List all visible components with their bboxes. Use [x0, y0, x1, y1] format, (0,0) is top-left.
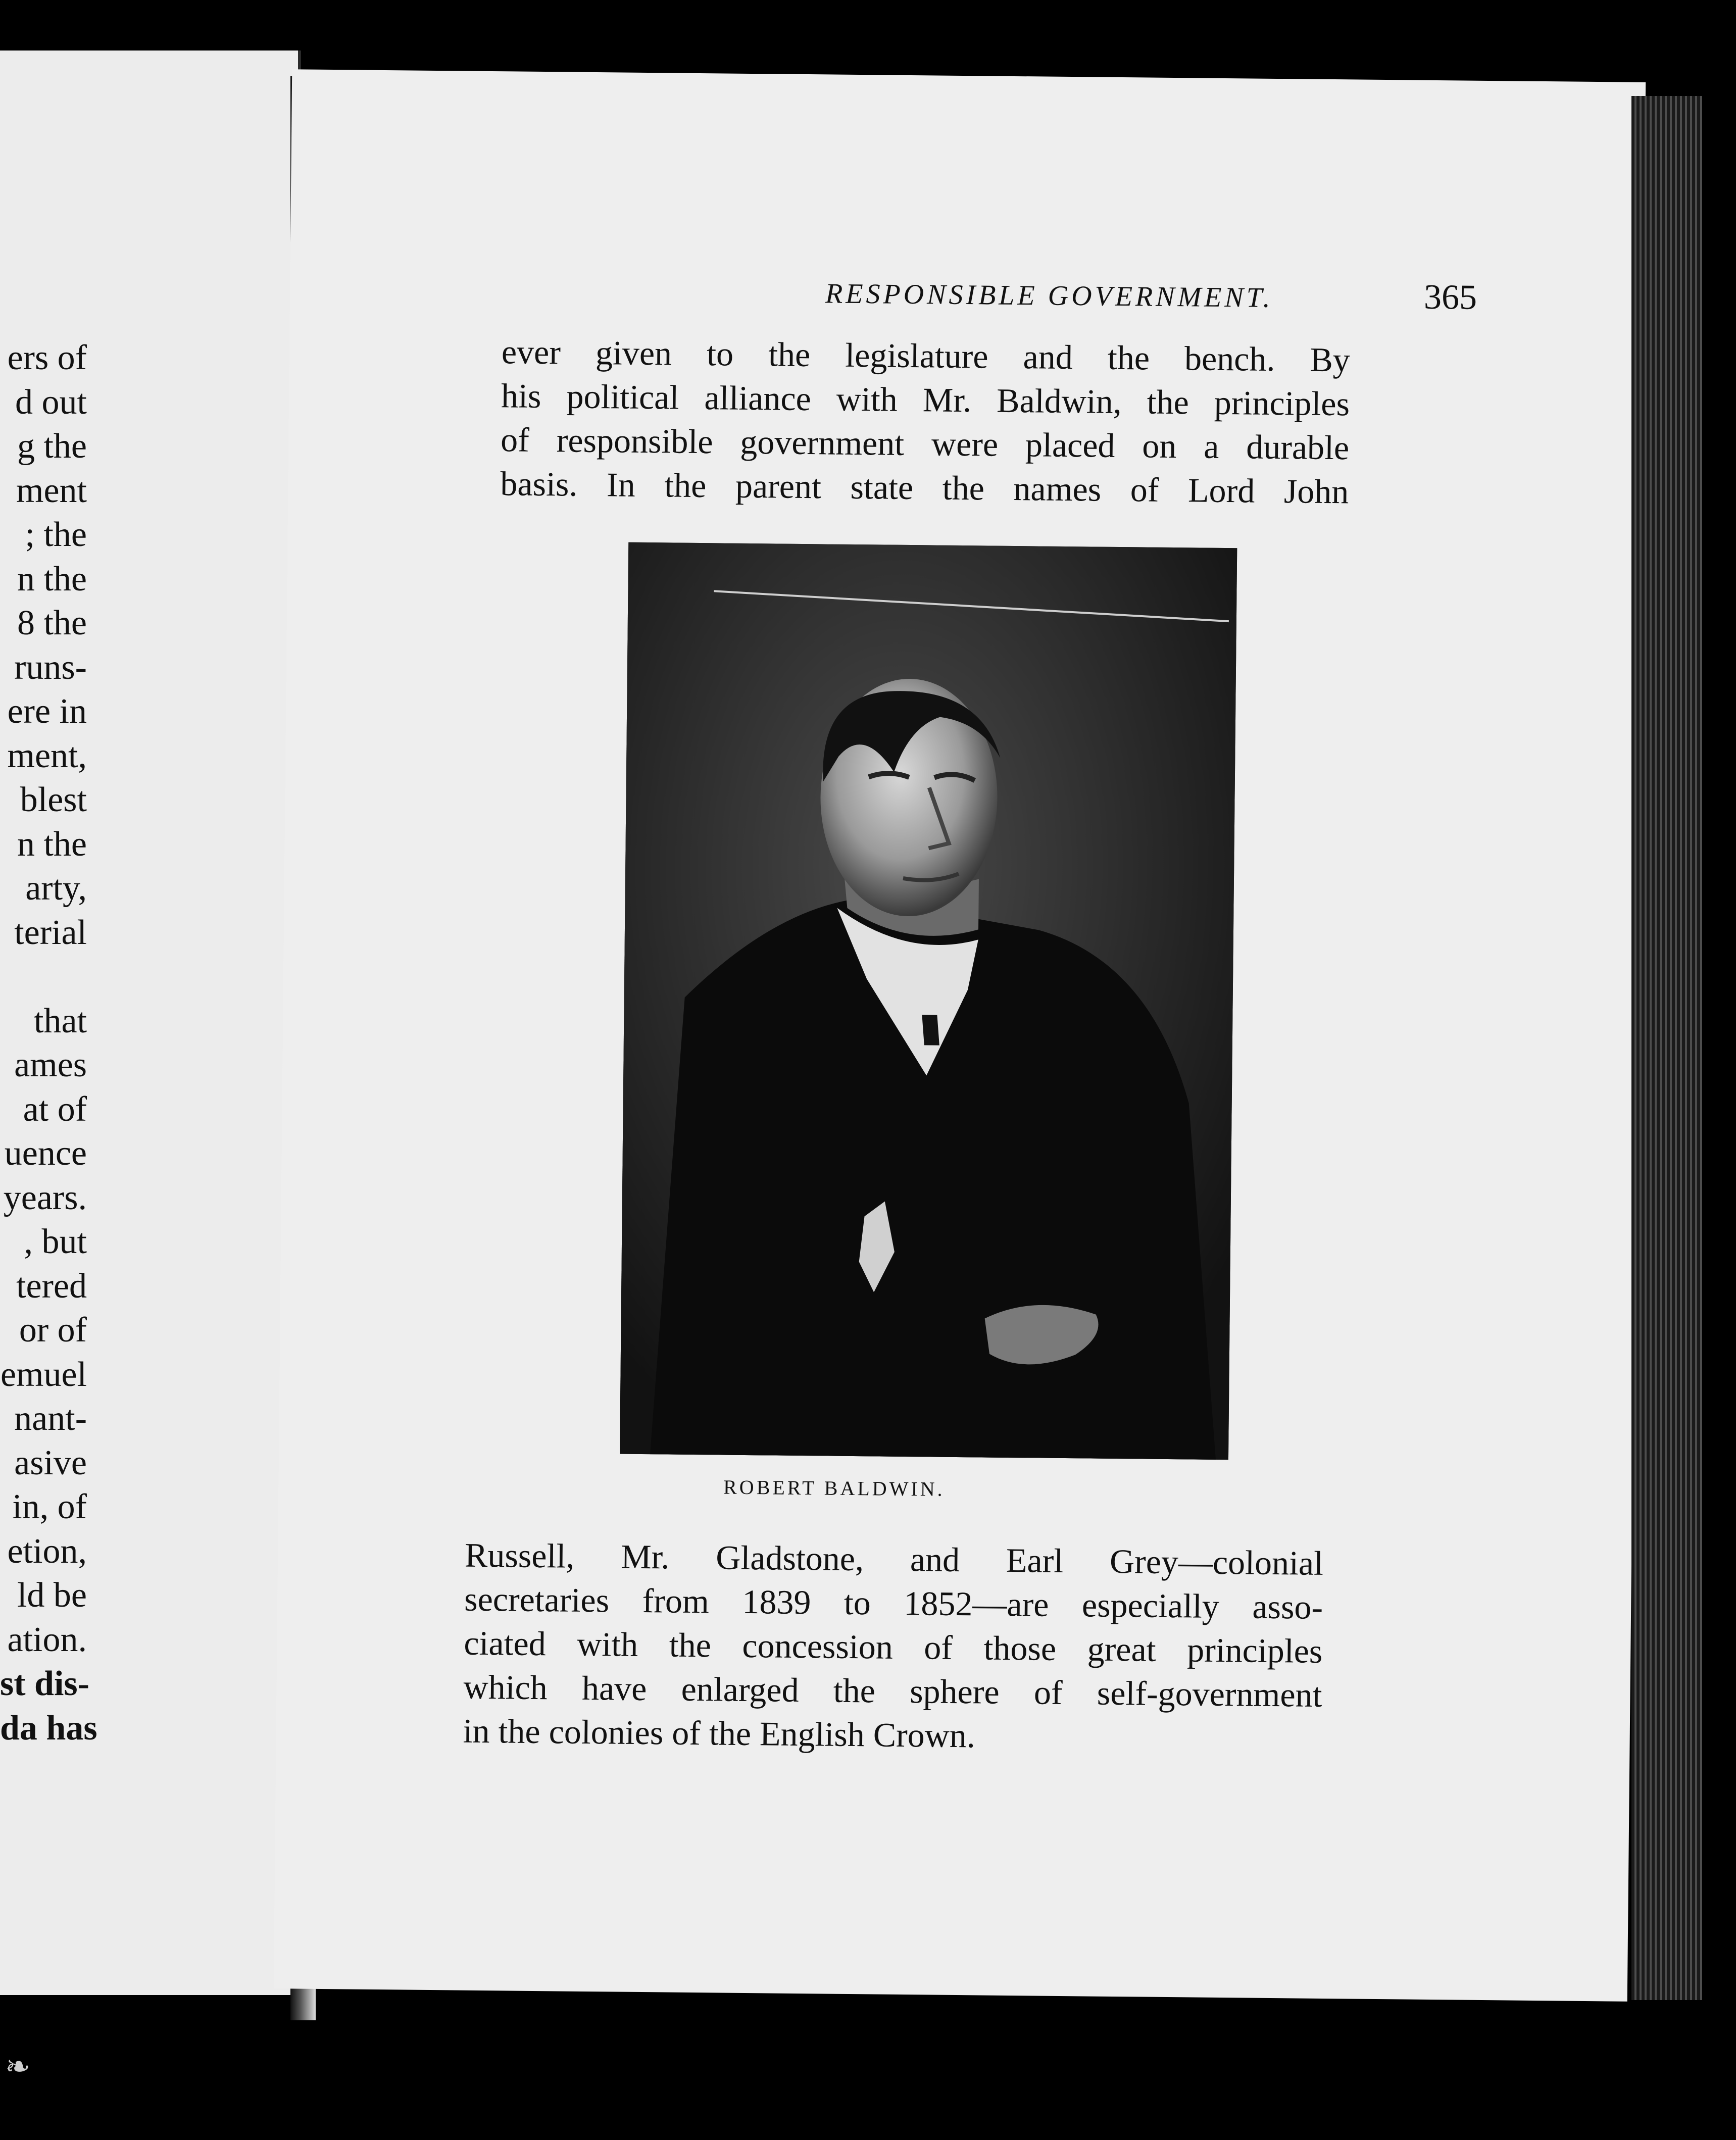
left-page-line: n the — [17, 824, 87, 864]
portrait-image — [620, 542, 1237, 1460]
right-page — [274, 69, 1646, 2002]
left-page-line: ld be — [17, 1576, 87, 1615]
left-page-line: st dis- — [0, 1664, 89, 1703]
left-page-line: ers of — [7, 338, 87, 377]
left-page-line: d out — [15, 382, 87, 422]
text-line: secretaries from 1839 to 1852—are especially asso- — [464, 1579, 1323, 1626]
left-page-line: terial — [14, 913, 87, 952]
page-number: 365 — [1423, 277, 1477, 317]
left-page-line: 8 the — [17, 604, 87, 642]
paragraph-bottom — [463, 1533, 1323, 1761]
left-page-line: ere in — [7, 692, 87, 731]
text-line: Russell, Mr. Gladstone, and Earl Grey—colonial — [464, 1535, 1324, 1582]
left-page-line: ; the — [25, 515, 87, 554]
left-page-line: etion, — [7, 1531, 87, 1571]
left-page-line — [0, 955, 87, 999]
left-page-line: ment — [16, 471, 87, 510]
left-page-line: g the — [17, 427, 87, 466]
left-page-line: years. — [3, 1178, 87, 1217]
portrait-illustration — [620, 542, 1237, 1460]
left-page-line: in, of — [12, 1487, 87, 1526]
page-edges — [1631, 96, 1702, 2000]
text-line: his political alliance with Mr. Baldwin, the principles — [501, 376, 1350, 423]
left-page — [0, 51, 301, 1995]
text-line: ciated with the concession of those great principles — [464, 1623, 1323, 1670]
left-page-line: ment, — [7, 736, 87, 775]
text-line: of responsible government were placed on a durable — [500, 420, 1350, 467]
left-page-line: , but — [24, 1222, 87, 1261]
text-line: which have enlarged the sphere of self-government — [463, 1667, 1322, 1714]
left-page-line: at of — [23, 1089, 87, 1129]
left-page-line: asive — [14, 1443, 87, 1482]
left-page-line: or of — [19, 1311, 87, 1350]
left-page-line: da has — [0, 1708, 97, 1748]
text-line: in the colonies of the English Crown. — [463, 1711, 976, 1755]
text-line: ever given to the legislature and the bench. By — [501, 332, 1351, 379]
left-page-line: blest — [20, 780, 87, 819]
paragraph-top — [500, 330, 1350, 514]
figure-caption: ROBERT BALDWIN. — [723, 1475, 945, 1501]
left-page-line: nant- — [14, 1399, 87, 1438]
left-page-line: emuel — [0, 1355, 87, 1394]
left-page-line: ation. — [7, 1620, 87, 1659]
left-page-line: n the — [17, 559, 87, 599]
left-page-line: ames — [14, 1046, 87, 1084]
left-page-text — [0, 336, 97, 1750]
text-line: basis. In the parent state the names of Lord John — [500, 464, 1349, 511]
left-page-line: arty, — [25, 869, 87, 908]
scan-corner-mark: ❧ — [5, 2050, 31, 2083]
left-page-line: that — [34, 1001, 87, 1040]
running-head-title: RESPONSIBLE GOVERNMENT. — [825, 278, 1274, 314]
left-page-line: runs- — [14, 648, 87, 687]
left-page-line: tered — [16, 1266, 87, 1306]
running-head — [825, 271, 1477, 318]
left-page-line: uence — [4, 1134, 87, 1173]
